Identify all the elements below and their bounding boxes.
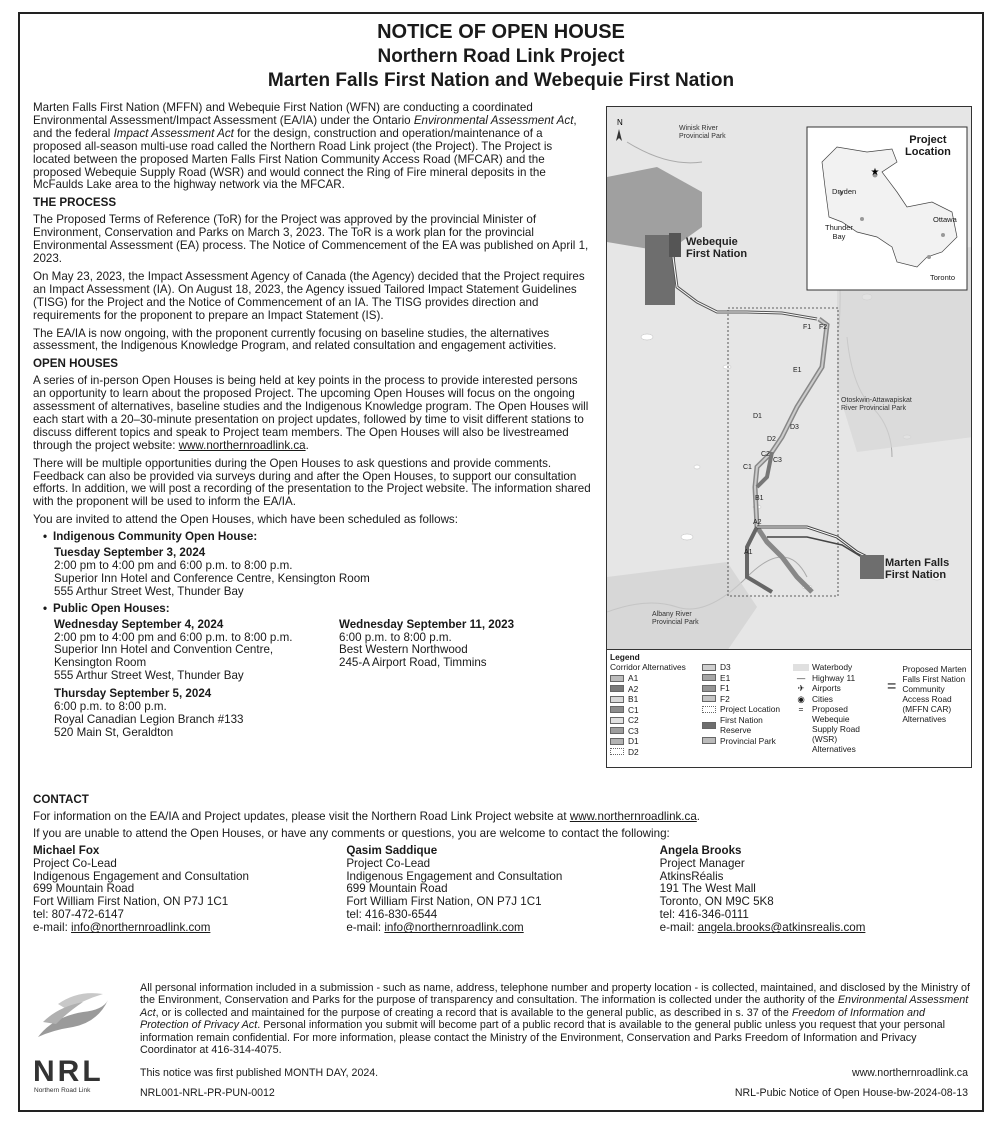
map-legend <box>606 650 972 768</box>
inset-toronto: Toronto <box>930 273 956 282</box>
contact-name: Michael Fox <box>33 843 100 857</box>
website-link[interactable]: www.northernroadlink.ca <box>178 438 306 452</box>
legend-item-d2 <box>610 747 639 758</box>
inset-star: ★ <box>870 167 880 178</box>
contact-heading: CONTACT <box>33 793 89 806</box>
event-venue: Superior Inn Hotel and Convention Centre, <box>54 643 274 657</box>
event-address: 555 Arthur Street West, Thunder Bay <box>54 584 244 598</box>
project-map <box>606 106 972 650</box>
highway-icon: — <box>796 672 806 683</box>
map-label-winisk: Winisk River Provincial Park <box>679 125 726 140</box>
legend-item-c3 <box>610 726 639 737</box>
legend-label: Provincial Park <box>720 735 776 746</box>
privacy-text-a: All personal information included in a submission - such as name, address, telephone number and property location - is collected, maintained, and disclosed by the Ministry of the Environment, Conservation and Parks for the purpose of transparency and consultation. The information is collected under the authority of the <box>140 982 971 1007</box>
legend-swatch <box>702 685 716 692</box>
legend-label: First Nation Reserve <box>720 715 763 735</box>
legend-label: D1 <box>628 736 639 747</box>
contact-person <box>660 845 973 935</box>
contact-tel: tel: 416-830-6544 <box>346 908 438 922</box>
corridor-label: F1 <box>803 324 812 331</box>
contact-section <box>33 794 973 935</box>
open-houses-heading: OPEN HOUSES <box>33 357 119 371</box>
privacy-act-1: Environmental Assessment Act <box>140 994 969 1019</box>
legend-label: C3 <box>628 725 639 736</box>
nrl-logo-subtext: Northern Road Link <box>34 1087 91 1094</box>
intro-text-c: for the design, construction and operation/maintenance of a proposed all-season multi-use road called the Northern Road Link project (the Project). The Project is located between the proposed Marten Falls First Nation Community Access Road (MFCAR) and the proposed Webequie Supply Road (WSR) and would connect the Ring of Fire mineral deposits in the McFaulds Lake area to the highway network via the MFCAR. <box>33 126 553 192</box>
legend-swatch <box>610 706 624 713</box>
contact-tel: tel: 416-346-0111 <box>659 908 749 922</box>
legend-item-c1 <box>610 705 639 716</box>
legend-label: F1 <box>720 683 730 694</box>
contact-text: For information on the EA/IA and Project updates, please visit the Northern Road Link Project website at <box>33 809 570 823</box>
legend-item-a2 <box>610 684 639 695</box>
oh-text: A series of in-person Open Houses is being held at key points in the process to provide interested persons an opportunity to learn about the proposed Project. The upcoming Open Houses will focus on the ongoing assessment of alternatives, baseline studies and the Indigenous Knowledge program. The Open Houses will each start with a 20–30-minute presentation on project updates, followed by time to visit different stations to discuss different topics and speak to Project team members. The Open Houses will also be livestreamed through the project website: <box>33 374 589 452</box>
privacy-text-b: , or is collected and maintained for the purpose of creating a record that is available to the general public, as described in s. 37 of the <box>155 1006 792 1019</box>
legend-item-3 <box>702 694 780 705</box>
legend-label: F2 <box>720 693 730 704</box>
open-houses-paragraph-3: You are invited to attend the Open Houses, which have been scheduled as follows: <box>33 513 458 527</box>
event-time: 2:00 pm to 4:00 pm and 6:00 p.m. to 8:00 p.m. <box>54 559 293 572</box>
contact-org: Indigenous Engagement and Consultation <box>346 869 563 883</box>
legend-swatch <box>702 737 716 744</box>
legend-label: Proposed Webequie Supply Road (WSR) Alternatives <box>812 704 860 754</box>
contact-person <box>33 845 346 935</box>
legend-label: C2 <box>628 715 639 726</box>
intro-act-1: Environmental Assessment Act <box>413 113 574 127</box>
map-label-albany: Albany River Provincial Park <box>652 611 699 626</box>
public-events-col-1 <box>54 619 339 743</box>
contact-role: Project Co-Lead <box>346 856 431 870</box>
legend-mfcar-symbol: = <box>887 678 897 695</box>
contact-email-line <box>33 922 346 935</box>
bullet-label: Indigenous Community Open House: <box>53 530 258 544</box>
airport-icon: ✈ <box>797 683 805 694</box>
contact-addr2: Fort William First Nation, ON P7J 1C1 <box>33 895 229 909</box>
legend-item-col3-0 <box>793 662 860 673</box>
notice-frame <box>18 12 984 1112</box>
project-title: Northern Road Link Project <box>377 46 625 67</box>
event-sept-3 <box>54 547 591 599</box>
contact-addr1: 699 Mountain Road <box>346 882 448 896</box>
corridor-label: F2 <box>819 324 828 331</box>
corridor-label: C2 <box>761 451 770 458</box>
event-time: 2:00 pm to 4:00 pm and 6:00 p.m. to 8:00 p.m. <box>54 630 293 644</box>
privacy-text-c: . Personal information you submit will become part of a public record that is available to the general public unless you request that your personal information remain confidential. For more information, please contact the Ministry of the Environment, Conservation and Parks Freedom of Information and Privacy Coordinator at 416-314-4075. <box>140 1019 945 1057</box>
contact-addr2: Fort William First Nation, ON P7J 1C1 <box>346 895 542 909</box>
email-label: e-mail: <box>659 921 698 935</box>
open-houses-paragraph-2: There will be multiple opportunities during the Open Houses to ask questions and provide comments. Feedback can also be provided via surveys during and after the Open Houses, to support our consultation efforts. In addition, we will post a recording of the presentation to the Project website. The information shared with the proponent will be used to inform the EA/IA. <box>33 456 591 509</box>
legend-mfcar <box>887 664 967 724</box>
intro-text-b: , and the federal <box>33 113 577 140</box>
legend-swatch <box>610 717 624 724</box>
email-link[interactable]: info@northernroadlink.com <box>384 921 524 935</box>
legend-label: D3 <box>720 662 731 673</box>
legend-label: E1 <box>720 672 731 683</box>
public-events <box>54 619 591 743</box>
event-date: Wednesday September 4, 2024 <box>54 617 224 631</box>
legend-swatch <box>610 685 624 692</box>
legend-col-2 <box>702 662 780 746</box>
contact-addr1: 191 The West Mall <box>659 882 756 896</box>
contact-person <box>346 845 659 935</box>
legend-item-1 <box>702 673 780 684</box>
legend-swatch <box>610 696 624 703</box>
main-text <box>33 102 591 743</box>
process-paragraph-1: The Proposed Terms of Reference (ToR) for the Project was approved by the provincial Minister of Environment, Conservation and Parks on March 3, 2023. The ToR is a work plan for the provincial Environmental Assessment (EA) process. The Notice of Commencement of the EA was published on April 1, 2023. <box>33 213 589 265</box>
map-label-marten: Marten Falls First Nation <box>885 557 950 581</box>
contact-org: Indigenous Engagement and Consultation <box>33 869 249 883</box>
published-date: This notice was first published MONTH DAY, 2024. <box>140 1067 379 1079</box>
legend-label: A1 <box>628 673 639 684</box>
nrl-logo-mark-icon <box>28 982 118 1052</box>
intro-text-a: Marten Falls First Nation (MFFN) and Webequie First Nation (WFN) are conducting a coordinated Environmental Assessment/Impact Assessment (EA/IA) under the Ontario <box>33 101 533 127</box>
map-label-otoskwin: Otoskwin-Attawapiskat River Provincial Park <box>841 397 912 412</box>
contact-period: . <box>696 809 701 823</box>
notice-title: NOTICE OF OPEN HOUSE <box>377 21 625 43</box>
bullet-dot: • <box>43 530 48 544</box>
contact-addr1: 699 Mountain Road <box>33 882 135 896</box>
corridor-label: C3 <box>773 457 782 464</box>
legend-col-1 <box>610 673 639 757</box>
waterbody-icon <box>793 664 809 671</box>
event-date: Thursday September 5, 2024 <box>54 687 212 701</box>
privacy-statement <box>140 982 974 1056</box>
legend-label: A2 <box>628 683 639 694</box>
legend-subtitle: Corridor Alternatives <box>610 662 686 672</box>
city-icon: ◉ <box>797 693 805 704</box>
public-events-col-2 <box>339 619 589 743</box>
email-link[interactable]: angela.brooks@atkinsrealis.com <box>697 921 866 935</box>
event-address: 555 Arthur Street West, Thunder Bay <box>54 669 244 683</box>
contact-email-line <box>346 922 659 935</box>
legend-swatch <box>702 664 716 671</box>
map-label-webequie: Webequie First Nation <box>686 236 748 260</box>
email-link[interactable]: info@northernroadlink.com <box>71 921 211 935</box>
event-sept-11 <box>339 619 589 671</box>
inset-title: Project Location <box>905 134 951 158</box>
privacy-act-2: Freedom of Information and Protection of Privacy Act <box>140 1006 926 1032</box>
legend-label: Project Location <box>720 704 781 715</box>
road-icon: = <box>798 704 804 714</box>
event-sept-4 <box>54 619 339 684</box>
legend-label: D2 <box>628 746 639 757</box>
header <box>20 20 982 92</box>
corridor-label: D3 <box>790 424 799 431</box>
nrl-logo <box>28 982 118 1102</box>
event-venue: Superior Inn Hotel and Conference Centre, Kensington Room <box>54 571 370 585</box>
legend-item-6 <box>702 736 780 747</box>
legend-label: B1 <box>628 694 639 705</box>
corridor-label: C1 <box>743 464 752 471</box>
legend-label: Cities <box>812 693 833 704</box>
bullet-indigenous <box>43 531 591 544</box>
legend-label: Waterbody <box>812 662 853 673</box>
legend-item-col3-4 <box>793 704 860 754</box>
email-label: e-mail: <box>346 921 385 935</box>
corridor-label: A2 <box>753 519 762 526</box>
contact-paragraph-1 <box>33 811 973 824</box>
event-date: Tuesday September 3, 2024 <box>54 546 206 560</box>
inset-dryden: Dryden <box>832 187 857 196</box>
bullet-public <box>43 603 591 616</box>
contact-role: Project Manager <box>659 856 745 870</box>
intro-act-2: Impact Assessment Act <box>113 126 234 140</box>
legend-item-c2 <box>610 715 639 726</box>
legend-item-2 <box>702 683 780 694</box>
process-paragraph-2: On May 23, 2023, the Impact Assessment Agency of Canada (the Agency) decided that the Project requires an Impact Assessment (IA). On August 18, 2023, the Agency issued Tailored Impact Statement Guidelines (TISG) for the Project and the Notice of Commencement of an IA. The TISG provides direction and requirements for the proponent to prepare an Impact Statement (IS). <box>33 269 585 322</box>
contact-name: Qasim Saddique <box>346 843 438 857</box>
inset-ottawa: Ottawa <box>933 215 957 224</box>
contact-tel: tel: 807-472-6147 <box>33 908 124 922</box>
contact-website-link[interactable]: www.northernroadlink.ca <box>569 809 697 823</box>
legend-item-col3-2 <box>793 683 860 694</box>
corridor-label: D2 <box>767 436 776 443</box>
legend-item-col3-3 <box>793 694 860 705</box>
north-arrow: N <box>617 118 623 127</box>
oh-period: . <box>305 438 309 452</box>
contact-paragraph-2: If you are unable to attend the Open Houses, or have any comments or questions, you are welcome to contact the following: <box>33 826 670 840</box>
legend-label: C1 <box>628 704 639 715</box>
intro-paragraph <box>33 102 591 192</box>
legend-item-d1 <box>610 736 639 747</box>
nations-title: Marten Falls First Nation and Webequie First Nation <box>267 70 735 91</box>
bullet-dot: • <box>43 601 48 615</box>
legend-item-5 <box>702 715 780 736</box>
open-houses-paragraph-1 <box>33 375 591 452</box>
legend-title: Legend <box>610 652 640 662</box>
contact-name: Angela Brooks <box>659 843 742 857</box>
legend-swatch <box>610 675 624 682</box>
legend-swatch <box>610 748 624 755</box>
legend-swatch <box>702 695 716 702</box>
process-heading: THE PROCESS <box>33 196 117 210</box>
contact-org: AtkinsRéalis <box>659 869 724 883</box>
event-time: 6:00 p.m. to 8:00 p.m. <box>339 630 452 644</box>
bullet-label: Public Open Houses: <box>53 601 170 615</box>
legend-swatch <box>610 727 624 734</box>
nrl-logo-text: NRL <box>33 1055 104 1088</box>
legend-swatch <box>702 722 716 729</box>
contact-addr2: Toronto, ON M9C 5K8 <box>659 895 774 909</box>
legend-label: Airports <box>812 683 841 694</box>
event-address: 245-A Airport Road, Timmins <box>339 656 487 670</box>
event-address: 520 Main St, Geraldton <box>54 725 174 739</box>
legend-item-col3-1 <box>793 673 860 684</box>
contact-role: Project Co-Lead <box>33 856 117 870</box>
corridor-label: E1 <box>793 367 802 374</box>
contact-email-line <box>660 922 973 935</box>
legend-item-4 <box>702 704 780 715</box>
legend-label: Highway 11 <box>812 672 856 683</box>
legend-item-0 <box>702 662 780 673</box>
legend-swatch <box>702 674 716 681</box>
event-sept-5 <box>54 688 339 740</box>
corridor-label: A1 <box>744 549 753 556</box>
legend-swatch <box>610 738 624 745</box>
corridor-label: D1 <box>753 413 762 420</box>
inset-thunder-bay: Thunder Bay <box>825 223 853 241</box>
legend-swatch <box>702 706 716 713</box>
file-name: NRL-Pubic Notice of Open House-bw-2024-08-13 <box>734 1087 968 1099</box>
email-label: e-mail: <box>33 921 72 935</box>
contact-people <box>33 845 973 935</box>
legend-item-b1 <box>610 694 639 705</box>
event-venue: Royal Canadian Legion Branch #133 <box>54 712 244 726</box>
event-date: Wednesday September 11, 2023 <box>339 617 515 631</box>
document-code: NRL001-NRL-PR-PUN-0012 <box>140 1087 275 1099</box>
event-time: 6:00 p.m. to 8:00 p.m. <box>54 700 167 714</box>
event-room: Kensington Room <box>54 656 147 670</box>
legend-item-a1 <box>610 673 639 684</box>
process-paragraph-3: The EA/IA is now ongoing, with the proponent currently focusing on baseline studies, the alternatives assessment, the Indigenous Knowledge Program, and related consultation and engagement activities. <box>33 326 557 353</box>
event-venue: Best Western Northwood <box>339 643 468 657</box>
corridor-label: B1 <box>755 495 764 502</box>
footer-website[interactable]: www.northernroadlink.ca <box>852 1067 968 1079</box>
legend-col-3 <box>793 662 860 754</box>
legend-mfcar-text: Proposed Marten Falls First Nation Community Access Road (MFFN CAR) Alternatives <box>902 664 967 724</box>
